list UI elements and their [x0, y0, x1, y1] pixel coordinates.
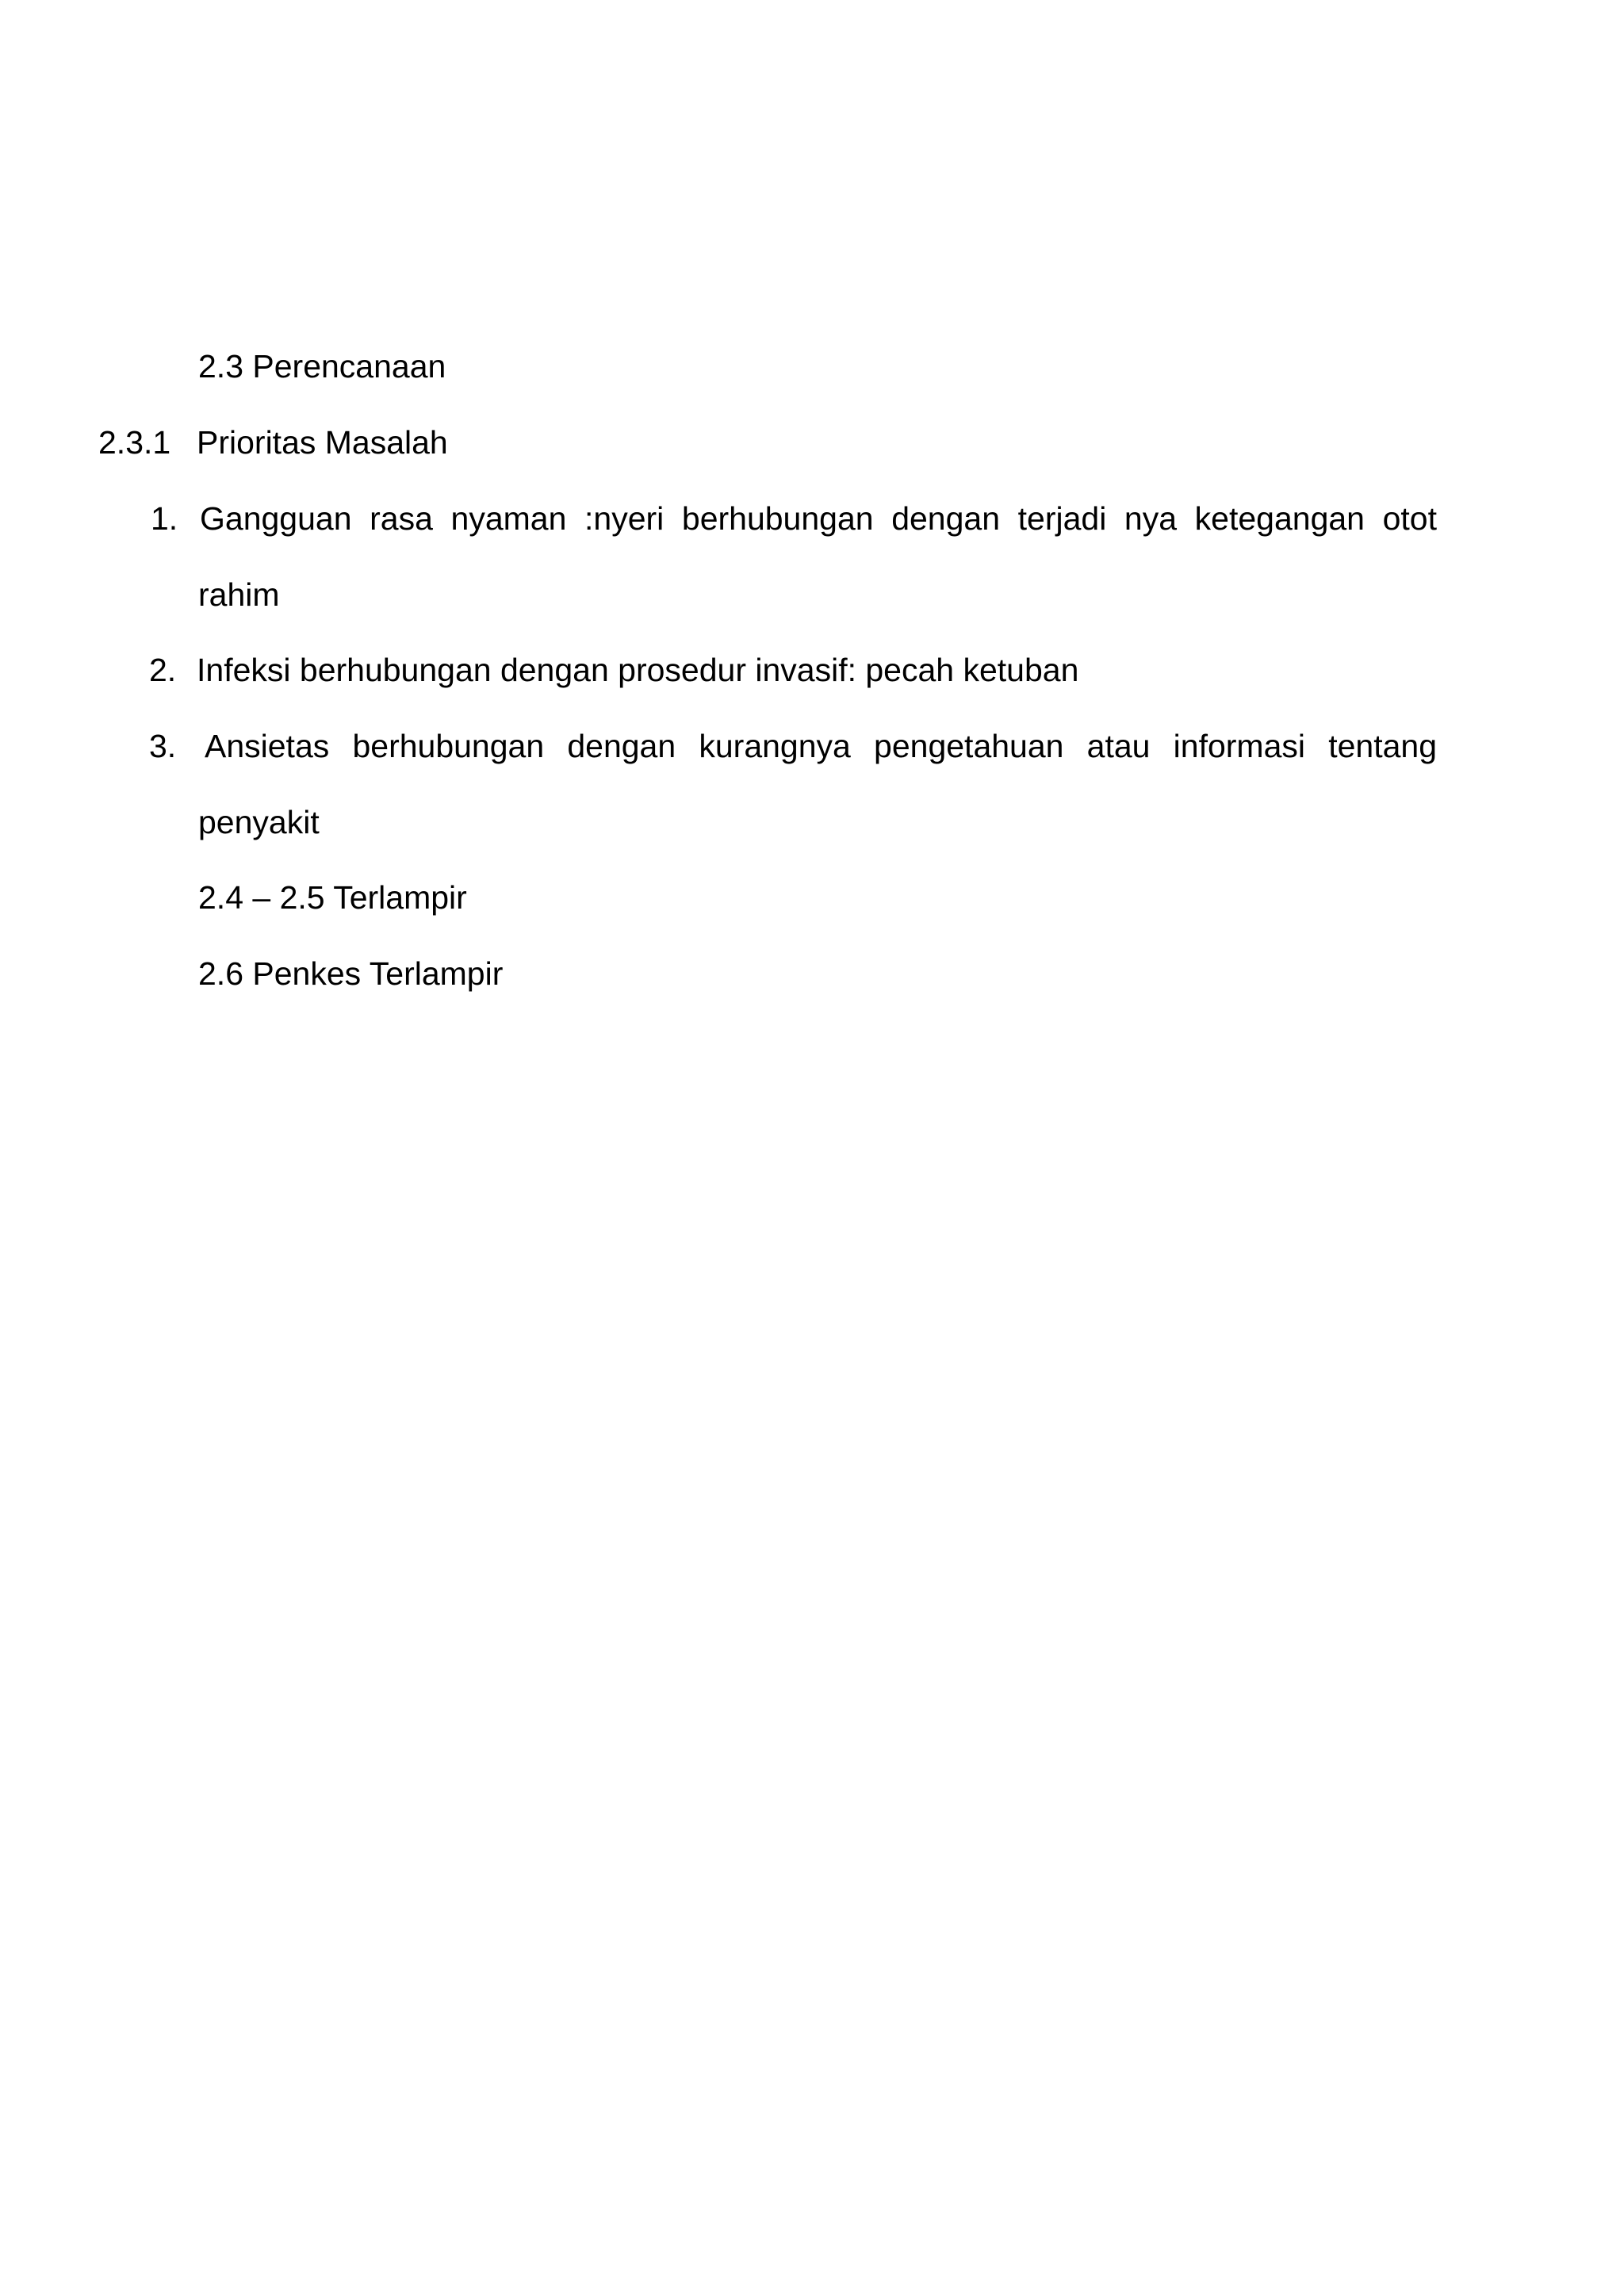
problem-3-text-line-1: Ansietas berhubungan dengan kurangnya pengetahuan atau informasi tentang	[205, 728, 1437, 764]
subsection-title: Prioritas Masalah	[197, 424, 448, 461]
attachment-note-1: 2.4 – 2.5 Terlampir	[198, 879, 467, 916]
attachment-note-2: 2.6 Penkes Terlampir	[198, 955, 504, 992]
problem-3-text-line-2: penyakit	[198, 804, 320, 840]
problem-2-text: Infeksi berhubungan dengan prosedur invasif: pecah ketuban	[197, 652, 1079, 688]
problem-1-number: 1.	[151, 500, 178, 537]
subsection-number: 2.3.1	[98, 424, 171, 461]
section-heading: 2.3 Perencanaan	[198, 348, 446, 385]
problem-2-number: 2.	[149, 652, 177, 688]
problem-3-number: 3.	[149, 728, 177, 764]
problem-1-text-line-2: rahim	[198, 576, 280, 613]
problem-1-text-line-1: Gangguan rasa nyaman :nyeri berhubungan dengan terjadi nya ketegangan otot	[200, 500, 1437, 537]
